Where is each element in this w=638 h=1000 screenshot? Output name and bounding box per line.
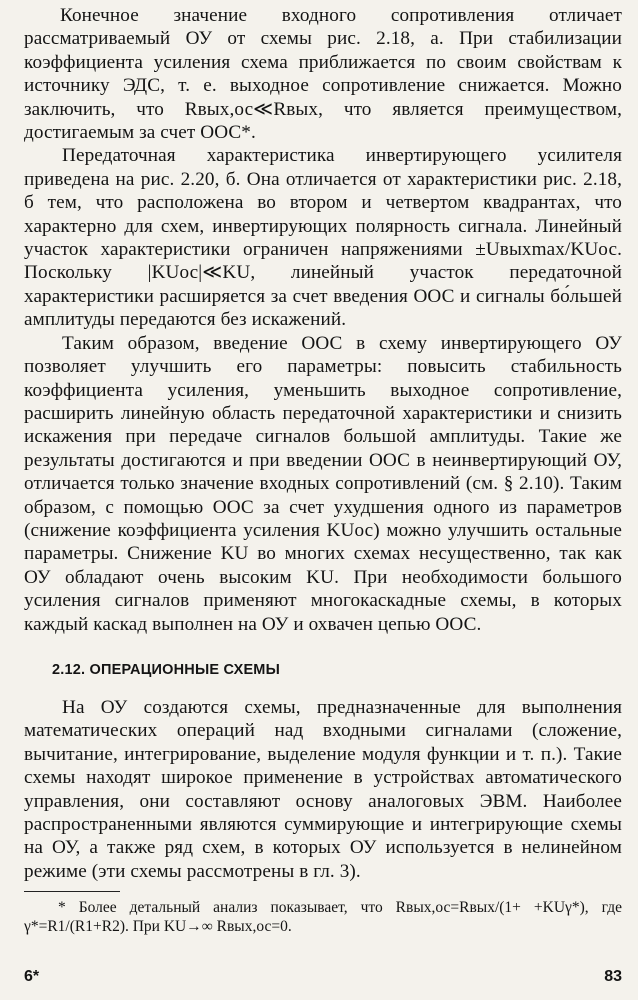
paragraph-transfer-characteristic: Передаточная характеристика инвертирующего усилителя приведена на рис. 2.20, б. Она отличается от характеристики рис. 2.18, б тем, что расположена во втором и четвертом квадрантах, что характерно для схем, инвертирующих полярность сигнала. Линейный участок характеристики ограничен напряжениями ±Uвыхmax/KUос. Поскольку |KUос|≪KU, линейный участок передаточной характеристики расширяется за счет введения ООС и сигналы бо́льшей амплитуды передаются без искажений. — [24, 145, 622, 331]
paragraph-output-resistance: Конечное значение входного сопротивления отличает рассматриваемый ОУ от схемы рис. 2.18, а. При стабилизации коэффициента усиления схема приближается по своим свойствам к источнику ЭДС, т. е. выходное сопротивление снижается. Можно заключить, что Rвых,ос≪Rвых, что является преимуществом, достигаемым за счет ООС*. — [24, 5, 622, 144]
page-footer — [24, 968, 622, 992]
paragraph-conclusion: Таким образом, введение ООС в схему инвертирующего ОУ позволяет улучшить его параметры: повысить стабильность коэффициента усиления, уменьшить выходное сопротивление, расширить линейную область передаточной характеристики и снизить искажения при передаче сигналов большой амплитуды. Такие же результаты достигаются и при введении ООС в неинвертирующий ОУ, отличается только значение входных сопротивлений (см. § 2.10). Таким образом, с помощью ООС за счет ухудшения одного из параметров (снижение коэффициента усиления KUос) можно улучшить остальные параметры. Снижение KU во многих схемах несущественно, так как ОУ обладают очень высоким KU. При необходимости большого усиления сигналов применяют многокаскадные схемы, в которых каждый каскад выполнен на ОУ и охвачен цепью ООС. — [24, 332, 622, 635]
paragraph-operational-circuits: На ОУ создаются схемы, предназначенные для выполнения математических операций над входными сигналами (сложение, вычитание, интегрирование, выделение модуля функции и т. п.). Такие схемы находят широкое применение в устройствах автоматического управления, они составляют основу аналоговых ЭВМ. Наиболее распространенными являются суммирующие и интегрирующие схемы на ОУ, а также ряд схем, в которых ОУ используется в нелинейном режиме (эти схемы рассмотрены в гл. 3). — [24, 696, 622, 882]
section-heading: 2.12. ОПЕРАЦИОННЫЕ СХЕМЫ — [52, 661, 280, 678]
footnote-divider — [24, 891, 120, 892]
signature-mark: 6* — [24, 968, 40, 985]
footnote: * Более детальный анализ показывает, что Rвых,ос=Rвых/(1+ +KUγ*), где γ*=R1/(R1+R2). При KU→∞ Rвых,ос=0. — [24, 899, 622, 936]
page-body — [24, 4, 622, 936]
page-number: 83 — [604, 968, 622, 985]
